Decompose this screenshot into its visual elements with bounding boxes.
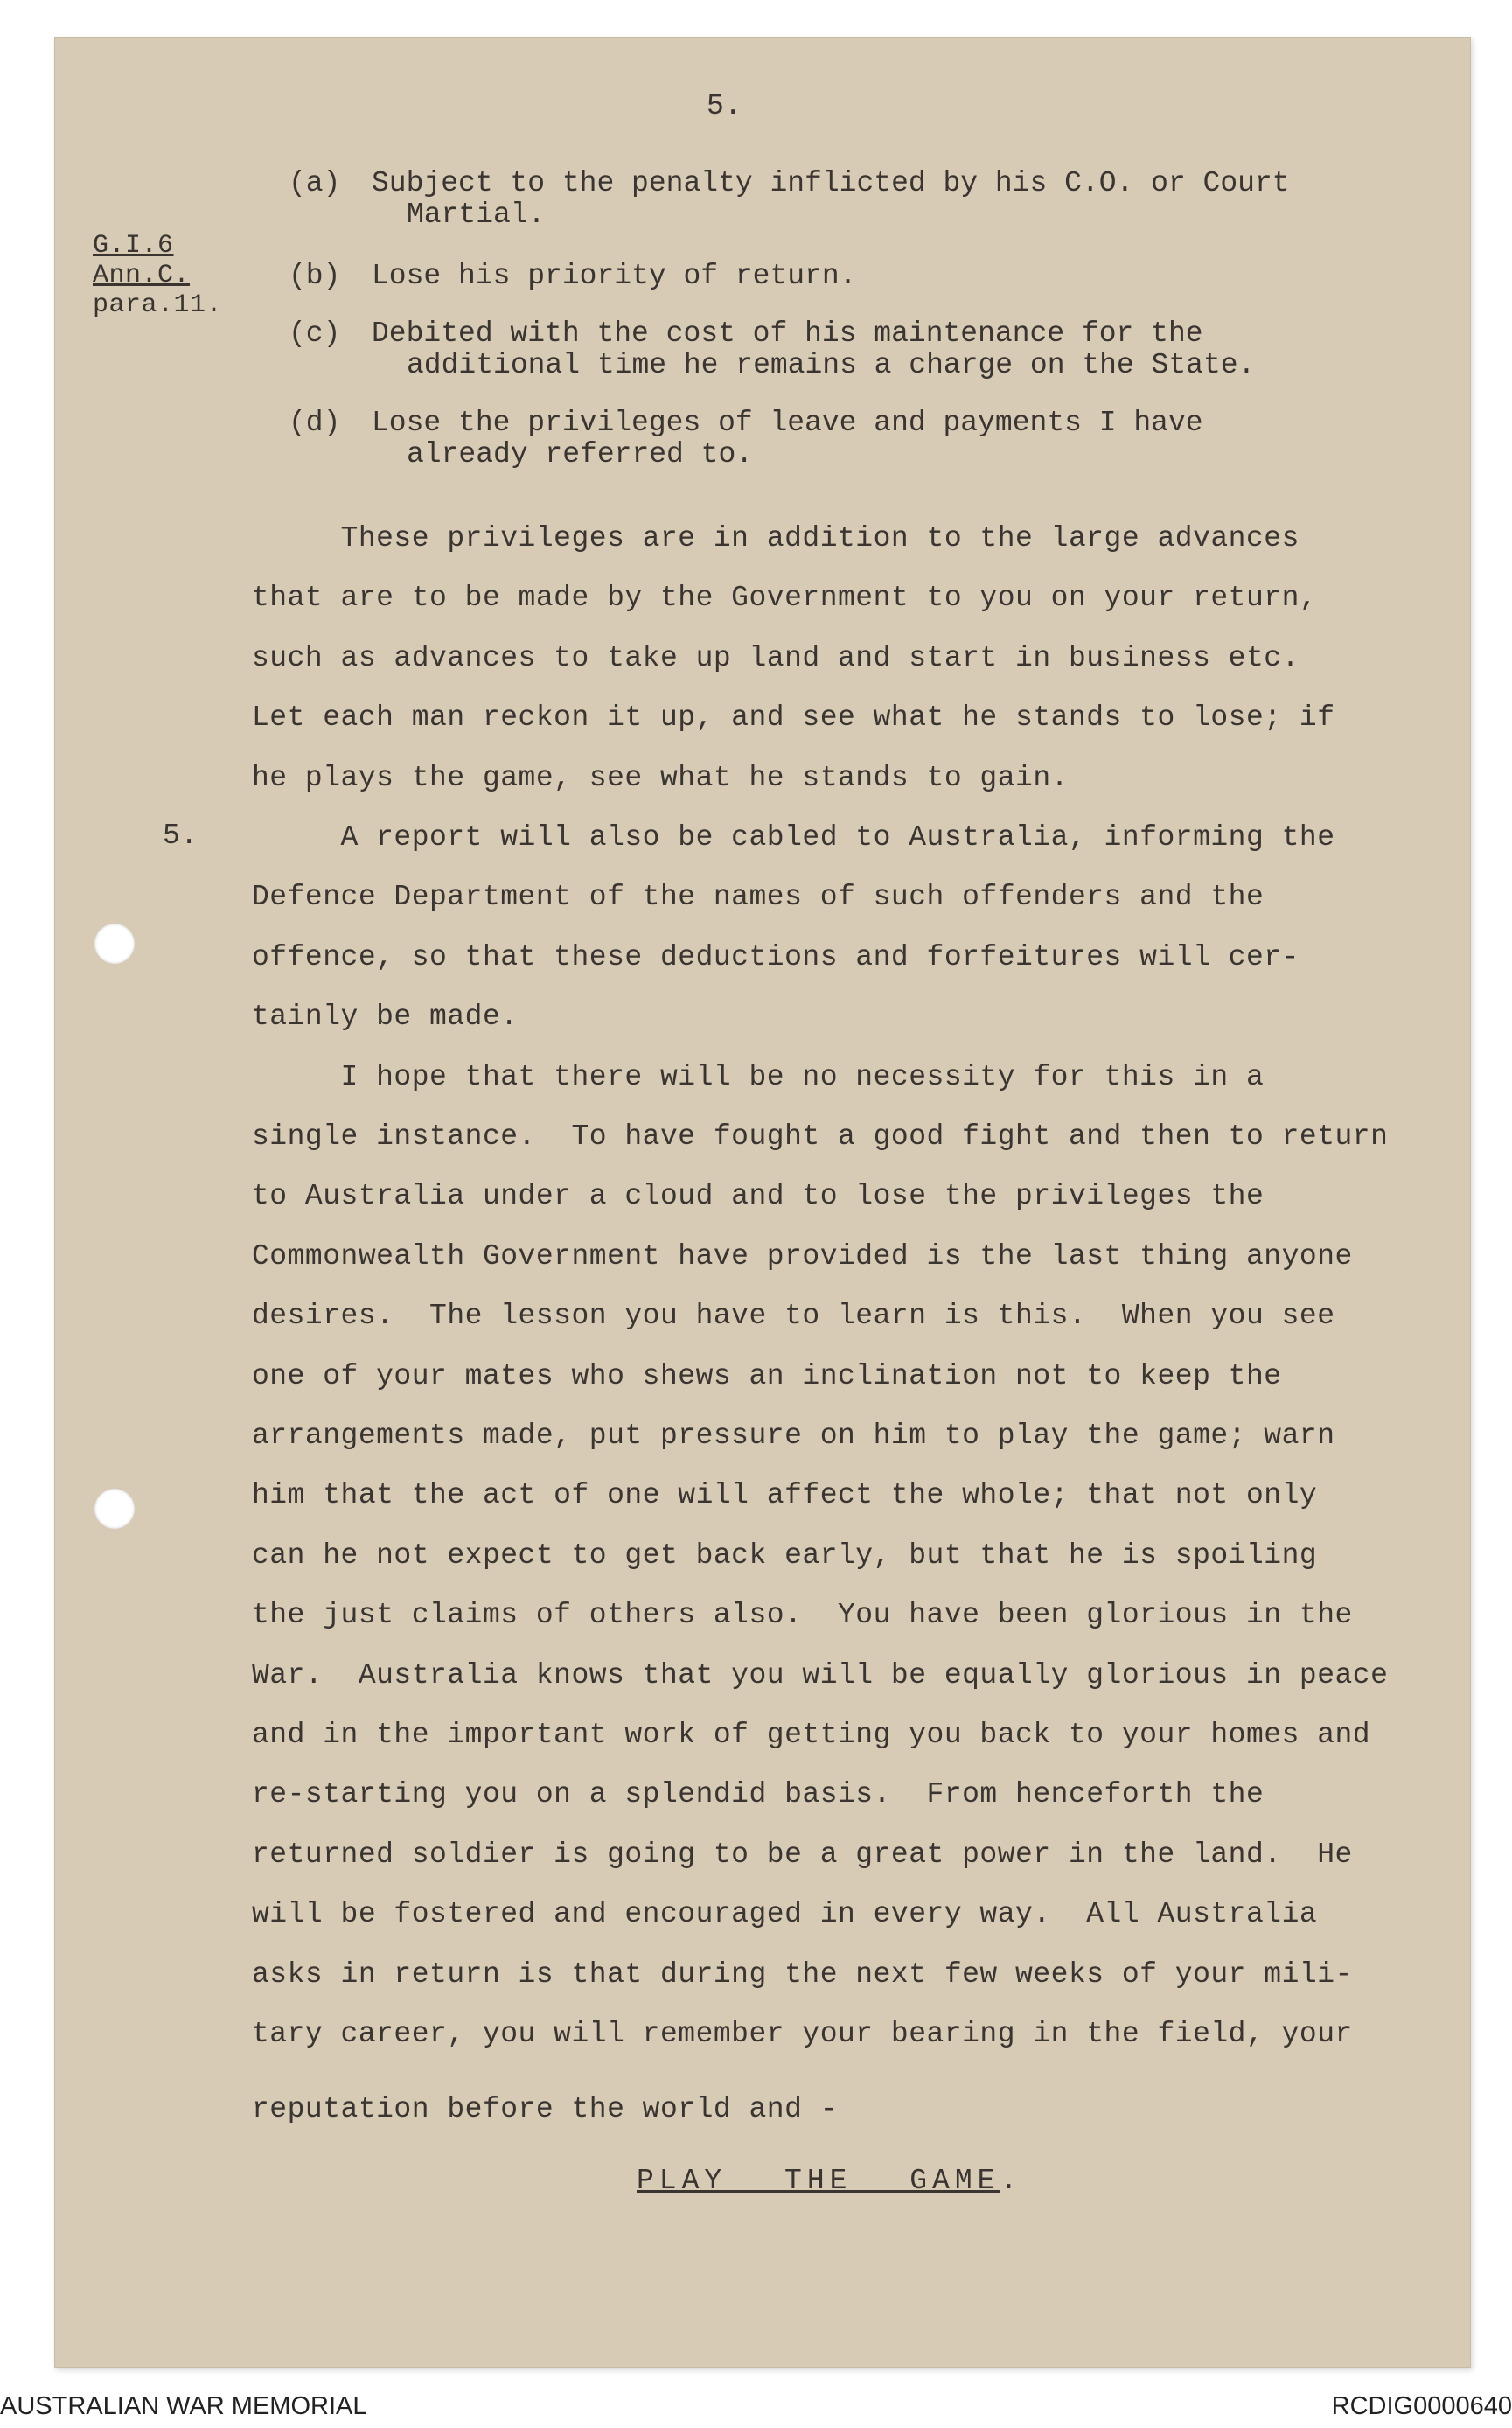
- body-line: reputation before the world and -: [252, 2093, 839, 2125]
- item-text: Lose the privileges of leave and payments I have: [372, 407, 1203, 439]
- margin-reference: [93, 231, 222, 320]
- body-line: tainly be made.: [252, 1001, 519, 1033]
- item-text: Subject to the penalty inflicted by his C.O. or Court: [372, 167, 1290, 199]
- body-line: the just claims of others also. You have been glorious in the: [252, 1599, 1353, 1631]
- closing-phrase: PLAY THE GAME: [637, 2165, 1000, 2197]
- item-label: (d): [289, 407, 341, 439]
- footer-left: AUSTRALIAN WAR MEMORIAL: [0, 2392, 367, 2420]
- closing-period: .: [1000, 2165, 1018, 2197]
- item-text: Lose his priority of return.: [372, 260, 857, 292]
- body-line: I hope that there will be no necessity for this in a: [252, 1061, 1265, 1093]
- body-line: returned soldier is going to be a great power in the land. He: [252, 1838, 1353, 1871]
- item-label: (b): [289, 260, 341, 292]
- body-line: tary career, you will remember your bearing in the field, your: [252, 2018, 1353, 2050]
- body-line: Commonwealth Government have provided is the last thing anyone: [252, 1240, 1353, 1273]
- footer-right: RCDIG0000640: [1331, 2392, 1512, 2420]
- margin-ref-line: para.11.: [93, 290, 223, 320]
- body-line: asks in return is that during the next few weeks of your mili-: [252, 1958, 1353, 1991]
- item-text-continued: Martial.: [407, 199, 546, 231]
- body-line: offence, so that these deductions and forfeitures will cer-: [252, 941, 1299, 973]
- page-number: 5.: [707, 90, 742, 122]
- item-text: Debited with the cost of his maintenance for the: [372, 317, 1203, 350]
- body-line: that are to be made by the Government to you on your return,: [252, 582, 1318, 614]
- body-line: re-starting you on a splendid basis. From henceforth the: [252, 1778, 1265, 1811]
- punch-hole-bottom: [94, 1489, 135, 1529]
- body-line: and in the important work of getting you back to your homes and: [252, 1719, 1371, 1751]
- body-line: one of your mates who shews an inclination not to keep the: [252, 1360, 1282, 1392]
- body-line: Let each man reckon it up, and see what he stands to lose; if: [252, 701, 1335, 734]
- body-line: single instance. To have fought a good fight and then to return: [252, 1120, 1389, 1153]
- punch-hole-top: [94, 924, 135, 964]
- item-label: (c): [289, 317, 341, 350]
- body-line: such as advances to take up land and start in business etc.: [252, 642, 1299, 674]
- margin-ref-line: G.I.6: [93, 231, 174, 261]
- body-line: arrangements made, put pressure on him to play the game; warn: [252, 1420, 1335, 1452]
- body-line: him that the act of one will affect the whole; that not only: [252, 1479, 1318, 1511]
- body-line: will be fostered and encouraged in every way. All Australia: [252, 1898, 1318, 1930]
- body-line: he plays the game, see what he stands to gain.: [252, 762, 1069, 794]
- body-line: These privileges are in addition to the large advances: [252, 522, 1299, 555]
- body-line: desires. The lesson you have to learn is this. When you see: [252, 1300, 1335, 1332]
- item-label: (a): [289, 167, 341, 199]
- paragraph-number: 5.: [163, 820, 199, 852]
- item-text-continued: already referred to.: [407, 438, 754, 471]
- closing-line: [637, 2166, 1018, 2197]
- body-line: to Australia under a cloud and to lose the privileges the: [252, 1180, 1265, 1212]
- body-line: can he not expect to get back early, but that he is spoiling: [252, 1539, 1318, 1572]
- body-line: A report will also be cabled to Australia, informing the: [252, 821, 1335, 854]
- item-text-continued: additional time he remains a charge on the State.: [407, 349, 1256, 381]
- margin-ref-line: Ann.C.: [93, 261, 191, 290]
- body-line: Defence Department of the names of such offenders and the: [252, 881, 1265, 913]
- body-line: War. Australia knows that you will be equally glorious in peace: [252, 1659, 1389, 1692]
